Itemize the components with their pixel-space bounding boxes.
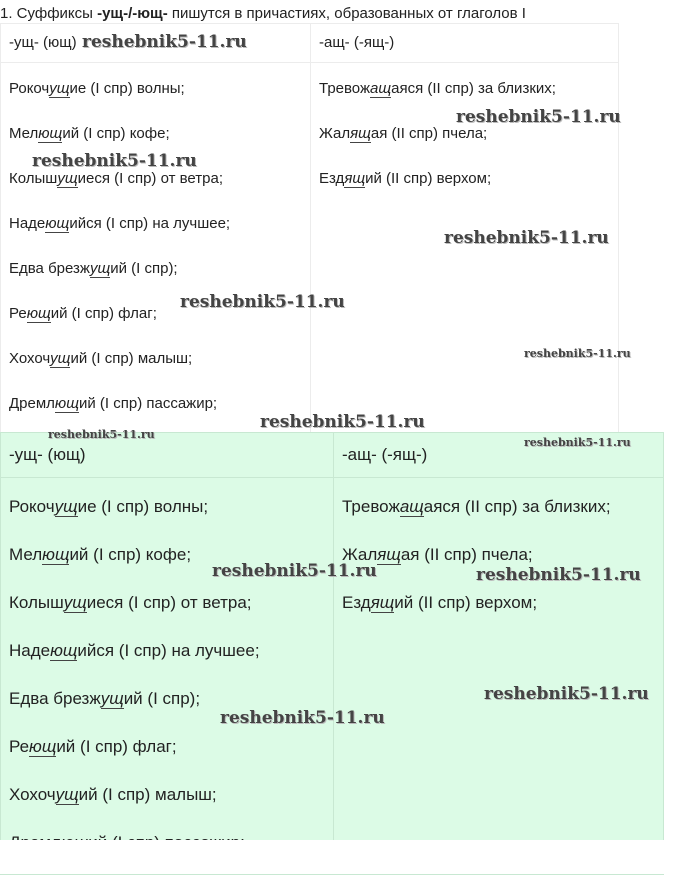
heading-suffixes: -ущ-/-ющ- [97,5,168,22]
watermark: reshebnik5-11.ru [220,708,385,728]
heading-number: 1. [0,5,13,22]
watermark: reshebnik5-11.ru [476,565,641,585]
table-cell-left [1,478,334,875]
table-row: Реющий (I спр) флаг; [9,737,177,756]
table-row: Надеющийся (I спр) на лучшее; [9,641,260,660]
watermark: reshebnik5-11.ru [82,32,247,52]
suffix-table [0,23,619,447]
watermark: reshebnik5-11.ru [524,436,631,449]
table-row: Жалящая (II спр) пчела; [342,545,533,564]
table-cell-left [1,63,311,447]
suffix-table-large [0,432,664,875]
table-header-left: -ущ- (ющ) [1,433,334,478]
heading-post: пишутся в причастиях, образованных от глаголов I [167,5,526,22]
watermark: reshebnik5-11.ru [260,412,425,432]
table-row: Ездящий (II спр) верхом; [342,593,538,612]
watermark: reshebnik5-11.ru [212,561,377,581]
table-cell-right [334,478,664,875]
table-row: Реющий (I спр) флаг; [9,305,157,322]
table-row: Едва брезжущий (I спр); [9,689,201,708]
table-row: Рокочущие (I спр) волны; [9,80,185,97]
watermark: reshebnik5-11.ru [48,428,155,441]
heading-pre: Суффиксы [12,5,98,22]
table-header-left: -ущ- (ющ) [1,24,311,63]
table-row: Дремлющий (I спр) пассажир; [9,395,218,412]
table-row: Хохочущий (I спр) малыш; [9,785,217,804]
table-header-right: -ащ- (-ящ-) [311,24,619,63]
table-row: Мелющий (I спр) кофе; [9,545,192,564]
watermark: reshebnik5-11.ru [444,228,609,248]
table-row: Колышущиеся (I спр) от ветра; [9,170,223,187]
table-cell-right [311,63,619,447]
watermark: reshebnik5-11.ru [524,347,631,360]
table-row: Едва брезжущий (I спр); [9,260,178,277]
suffix-table-zoomed [0,432,664,840]
table-header-right: -ащ- (-ящ-) [334,433,664,478]
table-row: Хохочущий (I спр) малыш; [9,350,193,367]
page-bottom [0,840,680,874]
table-row: Ездящий (II спр) верхом; [319,170,492,187]
watermark: reshebnik5-11.ru [456,107,621,127]
table-row: Тревожащаяся (II спр) за близких; [319,80,556,97]
watermark: reshebnik5-11.ru [32,151,197,171]
table-row: Колышущиеся (I спр) от ветра; [9,593,252,612]
table-row: Жалящая (II спр) пчела; [319,125,488,142]
table-row: Рокочущие (I спр) волны; [9,497,209,516]
table-row: Мелющий (I спр) кофе; [9,125,170,142]
section-heading [0,4,680,20]
watermark: reshebnik5-11.ru [180,292,345,312]
table-row: Тревожащаяся (II спр) за близких; [342,497,611,516]
table-row: Надеющийся (I спр) на лучшее; [9,215,231,232]
watermark: reshebnik5-11.ru [484,684,649,704]
